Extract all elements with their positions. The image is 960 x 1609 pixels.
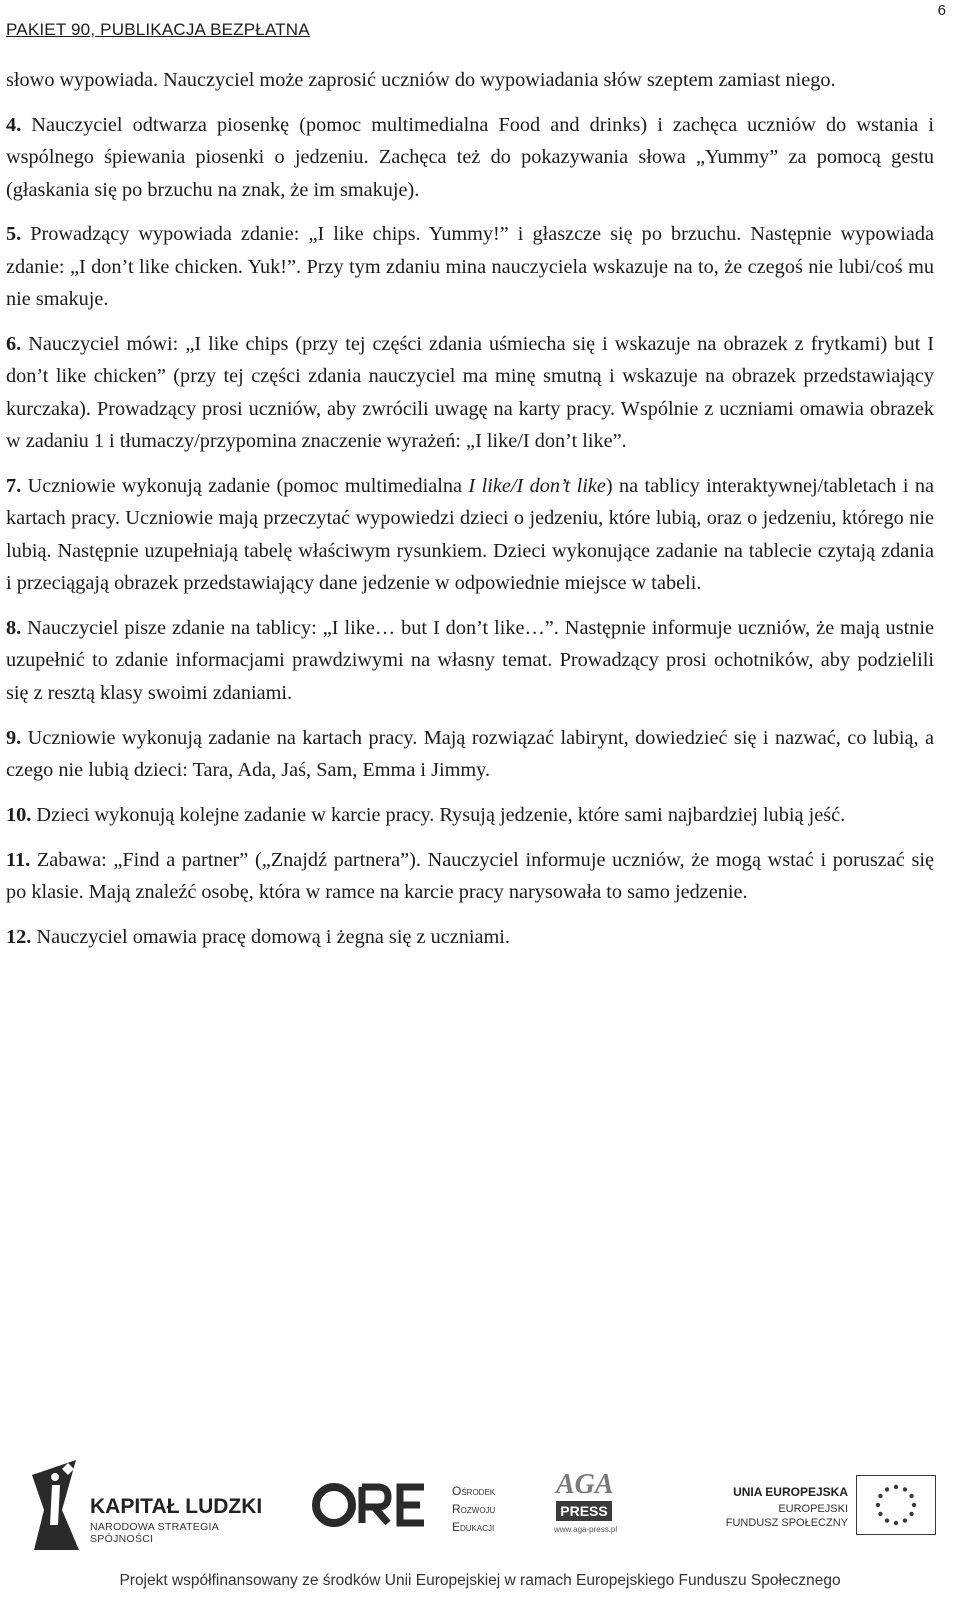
ore-line-3: Edukacji [452,1520,495,1534]
step-text: Uczniowie wykonują zadanie (pomoc multimedialna [21,475,469,498]
aga-press-logo [552,1465,652,1545]
step-9 [6,722,934,787]
aga-logo-icon [552,1465,618,1499]
ore-wordmark-icon [312,1475,432,1535]
page-header [6,2,946,46]
ore-line-1: Ośrodek [452,1484,496,1498]
eu-logo [674,1475,936,1545]
kapital-ludzki-title: KAPITAŁ LUDZKI [90,1495,263,1518]
step-text: Nauczyciel mówi: „I like chips (przy tej części zdania uśmiecha się i wskazuje na obrazek z frytkami) but I don’t like chicken” (przy tej części zdania nauczyciel ma minę smutną i wskazuje na obrazek przedstawiający kurczaka). Prowadzący prosi uczniów, aby zwrócili uwagę na karty pracy. Wspólnie z uczniami omawia obrazek w zadaniu 1 i tłumaczy/przypomina znaczenie wyrażeń: „I like/I don’t like”. [6,333,934,453]
footer-logos [24,1455,936,1555]
step-text: Prowadzący wypowiada zdanie: „I like chips. Yummy!” i głaszcze się po brzuchu. Następnie wypowiada zdanie: „I don’t like chicken. Yuk!”. Przy tym zdaniu mina nauczyciela wskazuje na to, że czegoś nie lubi/coś mu nie smakuje. [6,223,934,311]
step-12 [6,921,934,953]
page-number: 6 [937,2,946,19]
step-11 [6,844,934,909]
step-text: Nauczyciel pisze zdanie na tablicy: „I like… but I don’t like…”. Następnie informuje uczniów, że mają ustnie uzupełnić to zdanie informacjami prawdziwymi na własny temat. Prowadzący prosi ochotników, aby podzielili się z resztą klasy swoimi zdaniami. [6,617,934,704]
eu-title: UNIA EUROPEJSKA [733,1485,848,1499]
step-6 [6,328,934,458]
ore-logo [312,1475,522,1545]
step-text: Nauczyciel omawia pracę domową i żegna się z uczniami. [31,925,510,948]
step-number: 6. [6,333,22,356]
step-number: 4. [6,113,22,136]
step-text: Uczniowie wykonują zadanie na kartach pracy. Mają rozwiązać labirynt, dowiedzieć się i nazwać, co lubią, a czego nie lubią dzieci: Tara, Ada, Jaś, Sam, Emma i Jimmy. [6,726,934,782]
step-number: 9. [6,726,22,749]
step-number: 11. [6,848,31,871]
step-number: 5. [6,223,22,246]
step-10 [6,799,934,831]
step-5 [6,218,934,315]
aga-press-box [556,1501,612,1521]
publication-title: PAKIET 90, PUBLIKACJA BEZPŁATNA [6,20,310,39]
step-text: Zabawa: „Find a partner” („Znajdź partnera”). Nauczyciel informuje uczniów, że mogą wstać i poruszać się po klasie. Mają znaleźć osobę, która w ramce na karcie pracy narysowała to samo jedzenie. [6,848,934,904]
step-4 [6,109,934,206]
step-number: 10. [6,803,32,826]
kapital-ludzki-subtitle: NARODOWA STRATEGIA SPÓJNOŚCI [90,1521,219,1545]
step-text: Nauczyciel odtwarza piosenkę (pomoc multimedialna Food and drinks) i zachęca uczniów do wstania i wspólnego śpiewania piosenki o jedzeniu. Zachęca też do pokazywania słowa „Yummy” za pomocą gestu (głaskania się po brzuchu na znak, że im smakuje). [6,113,934,201]
ore-line-2: Rozwoju [452,1502,496,1516]
kapital-ludzki-emblem-icon [24,1455,84,1555]
step-text: Dzieci wykonują kolejne zadanie w karcie pracy. Rysują jedzenie, które sami najbardziej lubią jeść. [31,803,846,826]
step-7 [6,470,934,600]
step-text-italic: I like/I don’t like [468,475,606,498]
step-number: 8. [6,617,22,640]
aga-press-label: PRESS [560,1503,608,1519]
step-8 [6,612,934,709]
step-text: ) na tablicy interaktywnej/tabletach i na kartach pracy. Uczniowie mają przeczytać wypowiedzi dzieci o jedzeniu, które lubią, oraz o jedzeniu, którego nie lubią. Następnie uzupełniają tabelę właściwym rysunkiem. Dzieci wykonujące zadanie na tablecie czytają zdania i przeciągają obrazek przedstawiający dane jedzenie w odpowiednie miejsce w tabeli. [6,475,934,595]
paragraph-text: słowo wypowiada. Nauczyciel może zaprosić uczniów do wypowiadania słów szeptem zamiast niego. [6,69,836,91]
funding-note: Projekt współfinansowany ze środków Unii Europejskiej w ramach Europejskiego Funduszu Społecznego [119,1572,841,1589]
document-body [6,64,934,966]
paragraph-continuation [6,64,934,96]
step-number: 7. [6,475,22,498]
kapital-ludzki-logo [24,1455,284,1555]
eu-subtitle-2: FUNDUSZ SPOŁECZNY [725,1517,848,1529]
svg-text:AGA: AGA [556,1469,614,1499]
eu-flag-icon [856,1475,936,1535]
ore-logo-text: ORE [312,1475,314,1476]
step-number: 12. [6,925,32,948]
eu-subtitle-1: EUROPEJSKI [778,1503,848,1515]
aga-press-url: www.aga-press.pl [554,1525,618,1534]
